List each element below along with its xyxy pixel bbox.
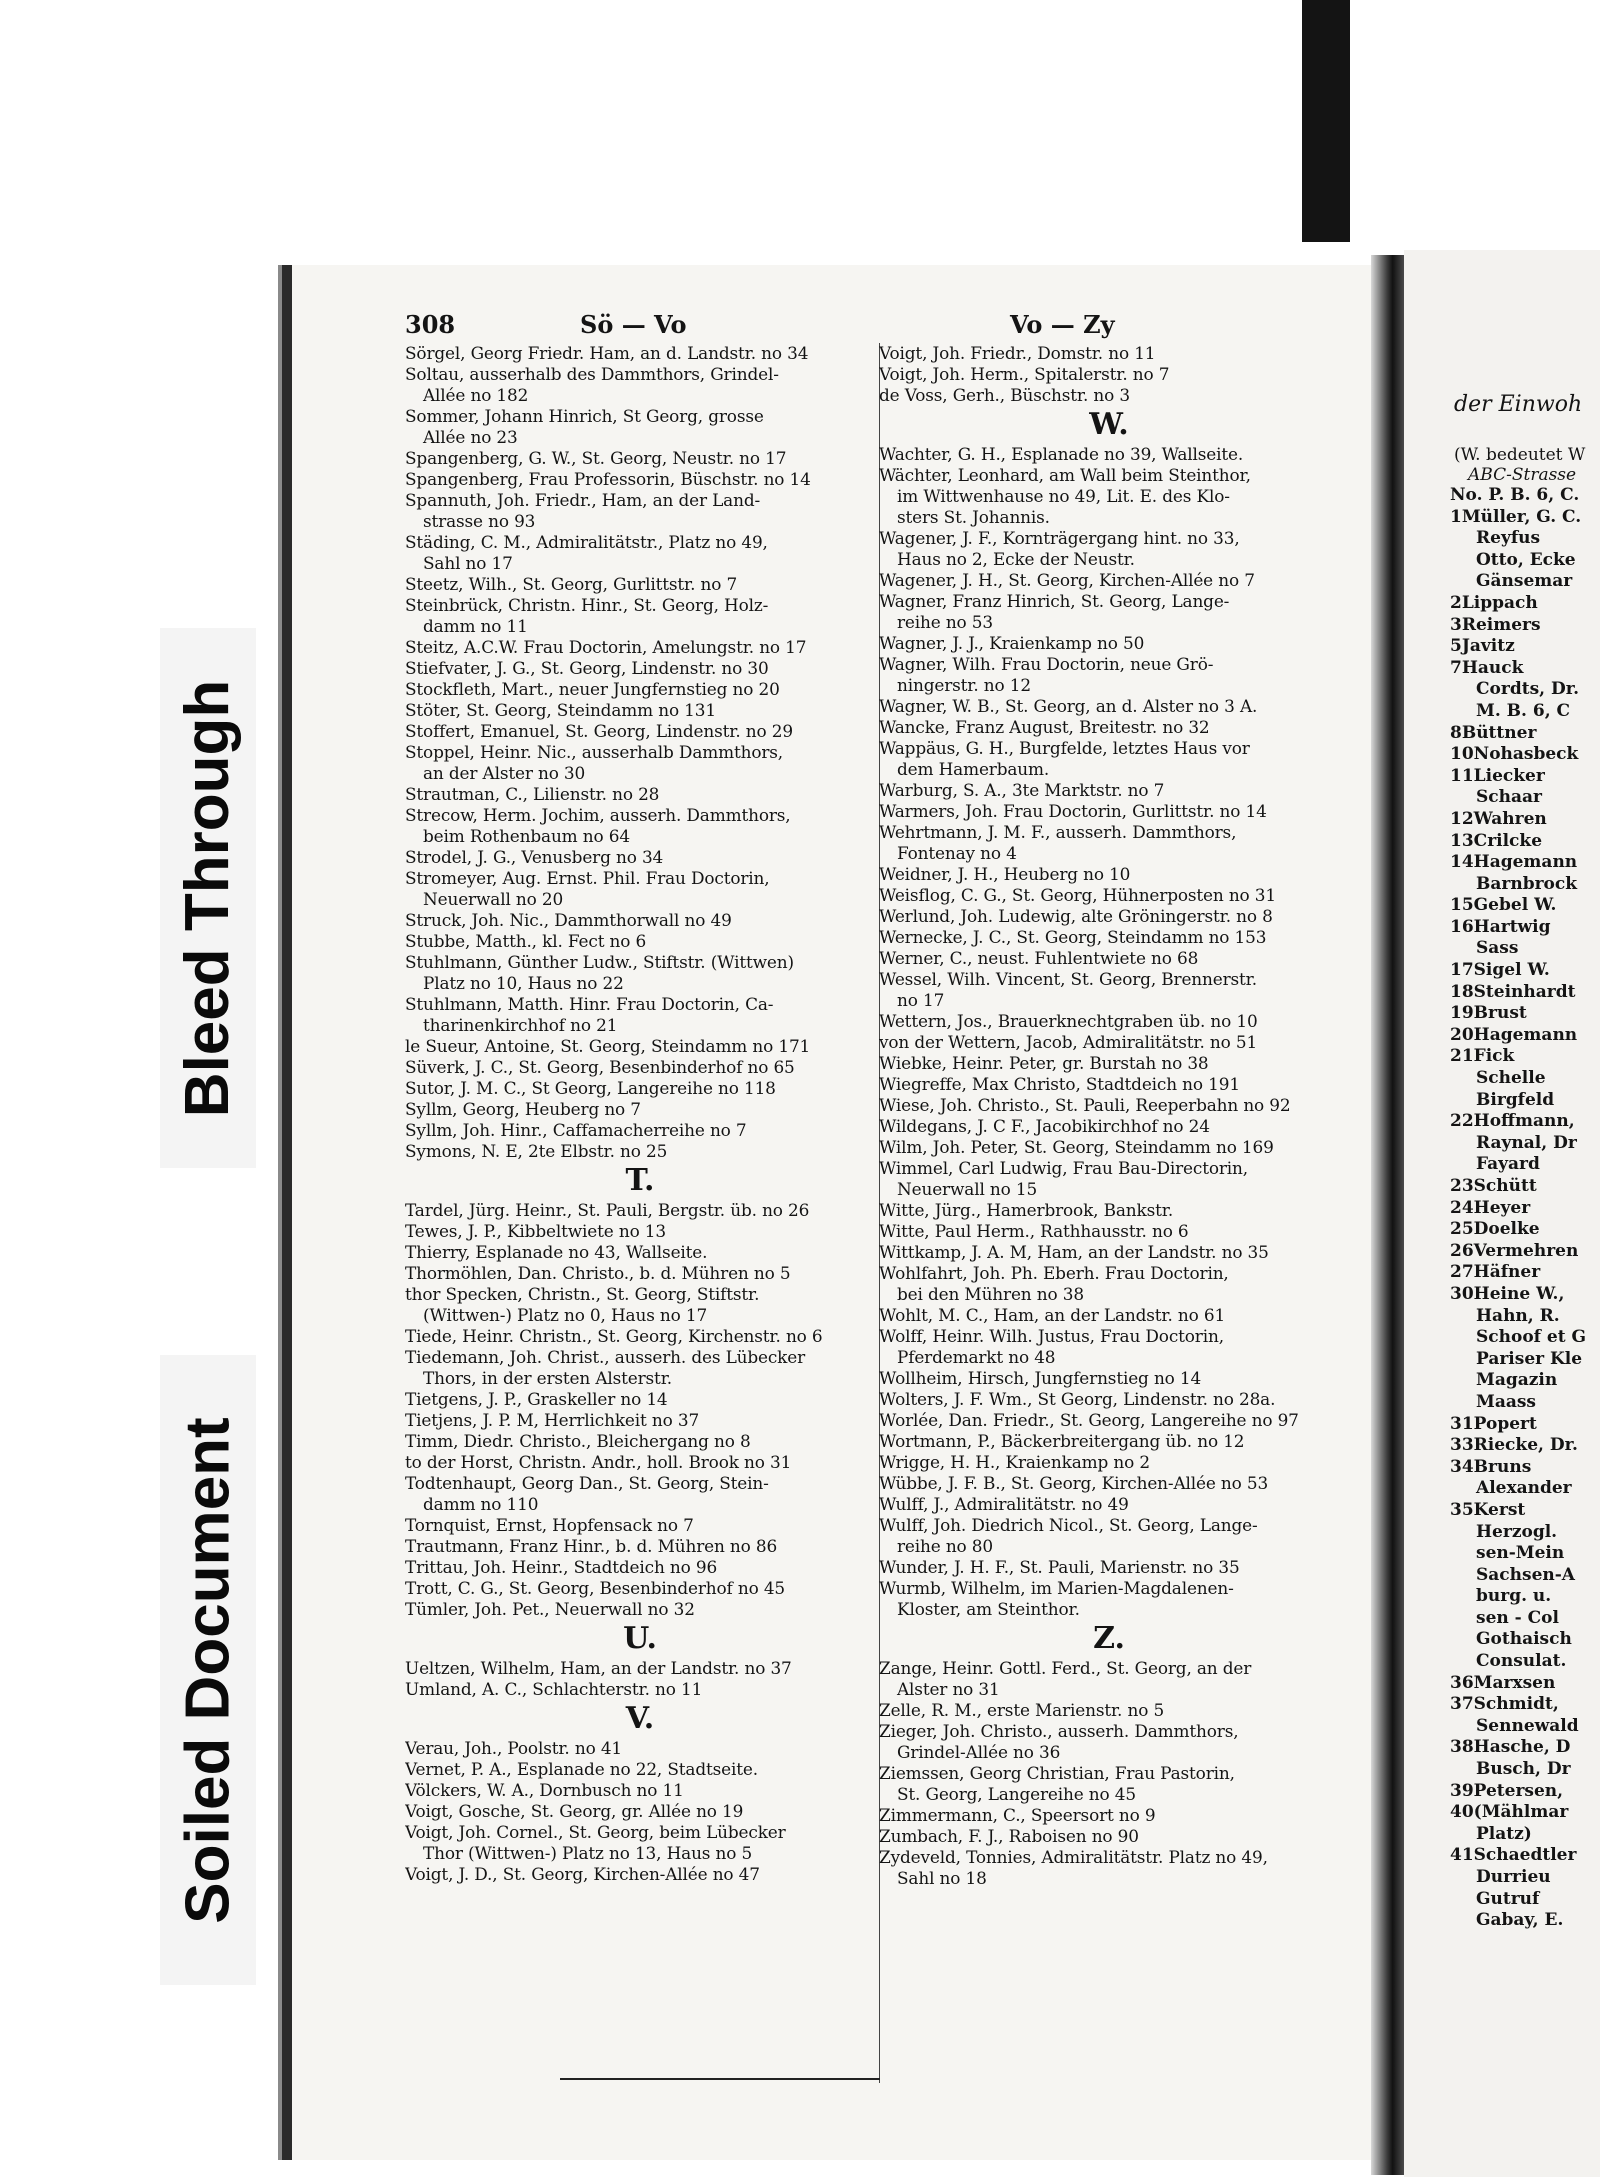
directory-entry: Spannuth, Joh. Friedr., Ham, an der Land- <box>405 490 761 510</box>
directory-entry: Voigt, Joh. Cornel., St. Georg, beim Lübecker <box>405 1822 786 1842</box>
directory-entry: Tewes, J. P., Kibbeltwiete no 13 <box>405 1221 667 1241</box>
directory-entry: Wunder, J. H. F., St. Pauli, Marienstr. no 35 <box>879 1557 1240 1577</box>
facing-page-line: 22Hoffmann, <box>1450 1111 1575 1132</box>
directory-entry: Werlund, Joh. Ludewig, alte Gröningerstr. no 8 <box>879 906 1273 926</box>
directory-entry: Völckers, W. A., Dornbusch no 11 <box>405 1780 684 1800</box>
directory-entry: Strodel, J. G., Venusberg no 34 <box>405 847 664 867</box>
facing-page-line: Cordts, Dr. <box>1476 679 1580 700</box>
bleed-through-label <box>160 628 256 1168</box>
directory-entry: Stromeyer, Aug. Ernst. Phil. Frau Doctorin, <box>405 868 770 888</box>
facing-page-line: 19Brust <box>1450 1003 1527 1024</box>
directory-entry: Weidner, J. H., Heuberg no 10 <box>879 864 1131 884</box>
facing-page-line: Maass <box>1476 1391 1536 1412</box>
directory-entry: Wachter, G. H., Esplanade no 39, Wallseite. <box>879 444 1244 464</box>
facing-page-line: 20Hagemann <box>1450 1024 1578 1045</box>
directory-entry: Soltau, ausserhalb des Dammthors, Grindel- <box>405 364 779 384</box>
entry-continuation: (Wittwen-) Platz no 0, Haus no 17 <box>423 1305 708 1325</box>
facing-page-line: No. P. B. 6, C. <box>1450 485 1580 505</box>
directory-entry: Wimmel, Carl Ludwig, Frau Bau-Directorin, <box>879 1158 1248 1178</box>
directory-entry: Wernecke, J. C., St. Georg, Steindamm no 153 <box>879 927 1267 947</box>
facing-page-line: 7Hauck <box>1450 657 1524 678</box>
facing-page-line: Gutruf <box>1476 1888 1540 1909</box>
facing-page-line: 39Petersen, <box>1450 1780 1564 1801</box>
entry-continuation: Grindel-Allée no 36 <box>897 1742 1061 1762</box>
entry-continuation: damm no 11 <box>423 616 528 636</box>
directory-entry: Wettern, Jos., Brauerknechtgraben üb. no 10 <box>879 1011 1258 1031</box>
directory-entry: Umland, A. C., Schlachterstr. no 11 <box>405 1679 703 1699</box>
entry-continuation: reihe no 80 <box>897 1536 993 1556</box>
directory-entry: Spangenberg, G. W., St. Georg, Neustr. no 17 <box>405 448 787 468</box>
directory-entry: Strecow, Herm. Jochim, ausserh. Dammthors, <box>405 805 791 825</box>
directory-entry: Wrigge, H. H., Kraienkamp no 2 <box>879 1452 1150 1472</box>
soiled-document-text: Soiled Document <box>173 1416 243 1924</box>
facing-page-line: Gänsemar <box>1476 571 1573 592</box>
facing-page-line: 3Reimers <box>1450 614 1541 635</box>
directory-entry: Wulff, J., Admiralitätstr. no 49 <box>879 1494 1129 1514</box>
entry-continuation: Allée no 182 <box>423 385 529 405</box>
directory-entry: Strautman, C., Lilienstr. no 28 <box>405 784 660 804</box>
entry-continuation: an der Alster no 30 <box>423 763 586 783</box>
directory-entry: Witte, Paul Herm., Rathhausstr. no 6 <box>879 1221 1189 1241</box>
entry-continuation: St. Georg, Langereihe no 45 <box>897 1784 1136 1804</box>
directory-entry: Stiefvater, J. G., St. Georg, Lindenstr. no 30 <box>405 658 769 678</box>
section-letter: T. <box>625 1163 655 1198</box>
left-column-header: Sö — Vo <box>580 310 687 339</box>
directory-entry: Tiedemann, Joh. Christ., ausserh. des Lübecker <box>405 1347 806 1367</box>
facing-page-line: 41Schaedtler <box>1450 1845 1577 1866</box>
facing-page-subheading: (W. bedeutet W <box>1454 445 1586 465</box>
facing-page-line: sen-Mein <box>1476 1543 1565 1564</box>
facing-page-heading: der Einwoh <box>1454 392 1583 417</box>
entry-continuation: sters St. Johannis. <box>897 507 1050 527</box>
directory-entry: Spangenberg, Frau Professorin, Büschstr. no 14 <box>405 469 811 489</box>
facing-page-line: 31Popert <box>1450 1413 1537 1434</box>
facing-page-line: Otto, Ecke <box>1476 549 1576 570</box>
entry-continuation: Neuerwall no 20 <box>423 889 564 909</box>
directory-entry: Tietgens, J. P., Graskeller no 14 <box>405 1389 668 1409</box>
directory-entry: Wortmann, P., Bäckerbreitergang üb. no 12 <box>879 1431 1245 1451</box>
directory-entry: Wittkamp, J. A. M, Ham, an der Landstr. no 35 <box>879 1242 1269 1262</box>
directory-entry: Tümler, Joh. Pet., Neuerwall no 32 <box>405 1599 695 1619</box>
facing-page-line: 27Häfner <box>1450 1262 1541 1283</box>
directory-entry: Städing, C. M., Admiralitätstr., Platz no 49, <box>405 532 768 552</box>
facing-page-line: Durrieu <box>1476 1867 1551 1887</box>
soiled-document-label <box>160 1355 256 1985</box>
entry-continuation: Platz no 10, Haus no 22 <box>423 973 624 993</box>
directory-entry: Zieger, Joh. Christo., ausserh. Dammthors, <box>879 1721 1239 1741</box>
directory-entry: Wehrtmann, J. M. F., ausserh. Dammthors, <box>879 822 1237 842</box>
entry-continuation: Sahl no 18 <box>897 1868 987 1888</box>
facing-page-line: 14Hagemann <box>1450 852 1578 873</box>
entry-continuation: Thor (Wittwen-) Platz no 13, Haus no 5 <box>423 1843 753 1863</box>
entry-continuation: reihe no 53 <box>897 612 993 632</box>
directory-entry: Verau, Joh., Poolstr. no 41 <box>405 1738 623 1758</box>
directory-entry: Wohlfahrt, Joh. Ph. Eberh. Frau Doctorin, <box>879 1263 1229 1283</box>
facing-page-line: Gothaisch <box>1476 1629 1572 1650</box>
facing-page-line: 18Steinhardt <box>1450 981 1576 1002</box>
directory-entry: Voigt, Joh. Herm., Spitalerstr. no 7 <box>879 364 1170 384</box>
directory-entry: Wurmb, Wilhelm, im Marien-Magdalenen- <box>879 1578 1234 1598</box>
directory-entry: Stoppel, Heinr. Nic., ausserhalb Dammthors, <box>405 742 784 762</box>
directory-entry: Zydeveld, Tonnies, Admiralitätstr. Platz no 49, <box>879 1847 1268 1867</box>
facing-page-line: 30Heine W., <box>1450 1283 1565 1304</box>
facing-page-line: Schaar <box>1476 787 1542 808</box>
section-letter: V. <box>625 1701 655 1736</box>
directory-entry: Worlée, Dan. Friedr., St. Georg, Langereihe no 97 <box>879 1410 1299 1430</box>
facing-page <box>1404 250 1600 2177</box>
directory-entry: Weisflog, C. G., St. Georg, Hühnerposten no 31 <box>879 885 1276 905</box>
directory-entry: Wulff, Joh. Diedrich Nicol., St. Georg, Lange- <box>879 1515 1258 1535</box>
directory-entry: Wolff, Heinr. Wilh. Justus, Frau Doctorin, <box>879 1326 1224 1346</box>
directory-entry: Wächter, Leonhard, am Wall beim Steinthor, <box>879 465 1251 485</box>
facing-page-line: 15Gebel W. <box>1450 895 1557 916</box>
facing-page-line: 8Büttner <box>1450 722 1537 743</box>
directory-entry: Wohlt, M. C., Ham, an der Landstr. no 61 <box>879 1305 1226 1325</box>
entry-continuation: no 17 <box>897 990 945 1010</box>
directory-entry: Wübbe, J. F. B., St. Georg, Kirchen-Allée no 53 <box>879 1473 1269 1493</box>
facing-page-line: Sass <box>1476 938 1519 959</box>
entry-continuation: im Wittwenhause no 49, Lit. E. des Klo- <box>897 486 1230 506</box>
entry-continuation: Alster no 31 <box>897 1679 1000 1699</box>
entry-continuation: tharinenkirchhof no 21 <box>423 1015 618 1035</box>
facing-page-line: Schoof et G <box>1476 1327 1587 1348</box>
directory-entry: Ueltzen, Wilhelm, Ham, an der Landstr. no 37 <box>405 1658 792 1678</box>
entry-continuation: Haus no 2, Ecke der Neustr. <box>897 549 1135 569</box>
facing-page-line: 33Riecke, Dr. <box>1450 1435 1578 1456</box>
directory-entry: Sommer, Johann Hinrich, St Georg, grosse <box>405 406 764 426</box>
directory-entry: Stoffert, Emanuel, St. Georg, Lindenstr. no 29 <box>405 721 793 741</box>
facing-page-line: Schelle <box>1476 1068 1546 1089</box>
facing-page-line: 24Heyer <box>1450 1197 1531 1218</box>
facing-page-line: Sachsen-A <box>1476 1564 1575 1585</box>
directory-entry: Witte, Jürg., Hamerbrook, Bankstr. <box>879 1200 1174 1220</box>
entry-continuation: damm no 110 <box>423 1494 539 1514</box>
entry-continuation: strasse no 93 <box>423 511 536 531</box>
book-gutter <box>1371 255 1407 2175</box>
directory-entry: von der Wettern, Jacob, Admiralitätstr. no 51 <box>879 1032 1258 1052</box>
facing-page-line: 12Wahren <box>1450 808 1547 829</box>
section-letter: Z. <box>1093 1621 1125 1656</box>
facing-page-line: Busch, Dr <box>1476 1759 1571 1780</box>
facing-page-line: 36Marxsen <box>1450 1672 1556 1693</box>
directory-entry: Stockfleth, Mart., neuer Jungfernstieg no 20 <box>405 679 780 699</box>
directory-entry: Stuhlmann, Günther Ludw., Stiftstr. (Wittwen) <box>405 952 794 972</box>
facing-page-line: Pariser Kle <box>1476 1348 1583 1369</box>
directory-entry: Timm, Diedr. Christo., Bleichergang no 8 <box>405 1431 751 1451</box>
directory-entry: Tietjens, J. P. M, Herrlichkeit no 37 <box>405 1410 700 1430</box>
directory-entry: thor Specken, Christn., St. Georg, Stiftstr. <box>405 1284 760 1304</box>
facing-page-line: Sennewald <box>1476 1715 1579 1736</box>
directory-entry: Struck, Joh. Nic., Dammthorwall no 49 <box>405 910 732 930</box>
directory-entry: Sutor, J. M. C., St Georg, Langereihe no 118 <box>405 1078 776 1098</box>
left-column <box>405 343 880 2083</box>
right-column-header: Vo — Zy <box>1010 310 1115 339</box>
section-letter: U. <box>623 1621 657 1656</box>
directory-entry: Voigt, Gosche, St. Georg, gr. Allée no 19 <box>405 1801 744 1821</box>
directory-entry: to der Horst, Christn. Andr., holl. Brook no 31 <box>405 1452 792 1472</box>
directory-entry: Vernet, P. A., Esplanade no 22, Stadtseite. <box>405 1759 758 1779</box>
facing-page-line: 5Javitz <box>1450 636 1515 657</box>
facing-page-line: 23Schütt <box>1450 1176 1537 1196</box>
facing-page-line: 37Schmidt, <box>1450 1694 1559 1715</box>
directory-entry: de Voss, Gerh., Büschstr. no 3 <box>879 385 1130 405</box>
facing-page-line: Birgfeld <box>1476 1089 1555 1110</box>
facing-page-line: burg. u. <box>1476 1586 1552 1607</box>
facing-page-line: Hahn, R. <box>1476 1305 1560 1326</box>
facing-page-line: M. B. 6, C <box>1476 700 1571 721</box>
directory-entry: Tornquist, Ernst, Hopfensack no 7 <box>405 1515 694 1535</box>
directory-entry: Werner, C., neust. Fuhlentwiete no 68 <box>879 948 1199 968</box>
facing-page-line: Fayard <box>1476 1154 1540 1175</box>
facing-page-line: 21Fick <box>1450 1046 1515 1067</box>
directory-entry: Syllm, Georg, Heuberg no 7 <box>405 1099 641 1119</box>
entry-continuation: Neuerwall no 15 <box>897 1179 1038 1199</box>
directory-entry: Warburg, S. A., 3te Marktstr. no 7 <box>879 780 1165 800</box>
directory-entry: Voigt, Joh. Friedr., Domstr. no 11 <box>879 343 1156 363</box>
directory-entry: Sörgel, Georg Friedr. Ham, an d. Landstr. no 34 <box>405 343 809 363</box>
facing-page-subheading-2: ABC-Strasse <box>1468 465 1577 485</box>
facing-page-line: 17Sigel W. <box>1450 960 1550 981</box>
directory-entry: Wiegreffe, Max Christo, Stadtdeich no 191 <box>879 1074 1240 1094</box>
directory-entry: Wollheim, Hirsch, Jungfernstieg no 14 <box>879 1368 1202 1388</box>
facing-page-line: 35Kerst <box>1450 1499 1526 1520</box>
facing-page-line: 40(Mählmar <box>1450 1802 1569 1823</box>
directory-entry: Wilm, Joh. Peter, St. Georg, Steindamm no 169 <box>879 1137 1274 1157</box>
entry-continuation: Thors, in der ersten Alsterstr. <box>423 1368 672 1388</box>
facing-page-line: Alexander <box>1476 1478 1572 1499</box>
directory-entry: Wagener, J. H., St. Georg, Kirchen-Allée no 7 <box>879 570 1255 590</box>
directory-entry: Syllm, Joh. Hinr., Caffamacherreihe no 7 <box>405 1120 747 1140</box>
directory-entry: Trittau, Joh. Heinr., Stadtdeich no 96 <box>405 1557 718 1577</box>
directory-entry: Wagner, W. B., St. Georg, an d. Alster no 3 A. <box>879 696 1258 716</box>
entry-continuation: Kloster, am Steinthor. <box>897 1599 1080 1619</box>
directory-entry: Süverk, J. C., St. Georg, Besenbinderhof no 65 <box>405 1057 795 1077</box>
facing-page-line: sen - Col <box>1476 1607 1559 1628</box>
directory-entry: Thierry, Esplanade no 43, Wallseite. <box>405 1242 708 1262</box>
directory-entry: Stuhlmann, Matth. Hinr. Frau Doctorin, Ca- <box>405 994 774 1014</box>
directory-entry: Zumbach, F. J., Raboisen no 90 <box>879 1826 1139 1846</box>
entry-continuation: Fontenay no 4 <box>897 843 1017 863</box>
facing-page-line: Consulat. <box>1476 1651 1567 1672</box>
facing-page-line: Reyfus <box>1476 528 1541 549</box>
right-column <box>879 343 1339 1889</box>
directory-entry: Wolters, J. F. Wm., St Georg, Lindenstr. no 28a. <box>879 1389 1276 1409</box>
directory-entry: Trott, C. G., St. Georg, Besenbinderhof no 45 <box>405 1578 786 1598</box>
entry-continuation: Pferdemarkt no 48 <box>897 1347 1056 1367</box>
facing-page-line: 34Bruns <box>1450 1456 1532 1477</box>
directory-entry: Wiese, Joh. Christo., St. Pauli, Reeperbahn no 92 <box>879 1095 1291 1115</box>
entry-continuation: ningerstr. no 12 <box>897 675 1031 695</box>
facing-page-line: 1Müller, G. C. <box>1450 506 1582 527</box>
directory-entry: Thormöhlen, Dan. Christo., b. d. Mühren no 5 <box>405 1263 791 1283</box>
directory-entry: Wappäus, G. H., Burgfelde, letztes Haus vor <box>879 738 1250 758</box>
directory-entry: Wildegans, J. C F., Jacobikirchhof no 24 <box>879 1116 1210 1136</box>
entry-continuation: Sahl no 17 <box>423 553 513 573</box>
directory-entry: Wessel, Wilh. Vincent, St. Georg, Brennerstr. <box>879 969 1257 989</box>
facing-page-line: 26Vermehren <box>1450 1240 1579 1261</box>
facing-page-line: Magazin <box>1476 1370 1558 1391</box>
directory-entry: Ziemssen, Georg Christian, Frau Pastorin, <box>879 1763 1235 1783</box>
directory-entry: Wagner, Franz Hinrich, St. Georg, Lange- <box>879 591 1230 611</box>
facing-page-line: Platz) <box>1476 1823 1532 1844</box>
facing-page-lines <box>1404 485 1600 1932</box>
section-letter: W. <box>1089 407 1129 442</box>
directory-entry: Steinbrück, Christn. Hinr., St. Georg, Holz- <box>405 595 769 615</box>
directory-entry: Stöter, St. Georg, Steindamm no 131 <box>405 700 716 720</box>
directory-entry: le Sueur, Antoine, St. Georg, Steindamm no 171 <box>405 1036 811 1056</box>
directory-entry: Zelle, R. M., erste Marienstr. no 5 <box>879 1700 1165 1720</box>
facing-page-line: 16Hartwig <box>1450 916 1551 937</box>
facing-page-line: 11Liecker <box>1450 765 1545 786</box>
bleed-through-text: Bleed Through <box>173 679 243 1117</box>
facing-page-line: 10Nohasbeck <box>1450 744 1579 765</box>
directory-entry: Wagner, J. J., Kraienkamp no 50 <box>879 633 1145 653</box>
facing-page-line: 25Doelke <box>1450 1219 1540 1240</box>
directory-entry: Steitz, A.C.W. Frau Doctorin, Amelungstr. no 17 <box>405 637 807 657</box>
dark-book-edge <box>1302 0 1350 242</box>
page-number: 308 <box>405 310 456 339</box>
directory-entry: Warmers, Joh. Frau Doctorin, Gurlittstr. no 14 <box>879 801 1267 821</box>
directory-entry: Symons, N. E, 2te Elbstr. no 25 <box>405 1141 668 1161</box>
bottom-rule <box>560 2078 880 2080</box>
directory-entry: Tardel, Jürg. Heinr., St. Pauli, Bergstr. üb. no 26 <box>405 1200 810 1220</box>
directory-entry: Wiebke, Heinr. Peter, gr. Burstah no 38 <box>879 1053 1209 1073</box>
facing-page-line: 2Lippach <box>1450 592 1538 613</box>
entry-continuation: Allée no 23 <box>423 427 518 447</box>
directory-entry: Tiede, Heinr. Christn., St. Georg, Kirchenstr. no 6 <box>405 1326 823 1346</box>
directory-entry: Zange, Heinr. Gottl. Ferd., St. Georg, an der <box>879 1658 1252 1678</box>
directory-entry: Zimmermann, C., Speersort no 9 <box>879 1805 1156 1825</box>
facing-page-line: 13Crilcke <box>1450 830 1543 851</box>
facing-page-line: Barnbrock <box>1476 873 1578 894</box>
entry-continuation: beim Rothenbaum no 64 <box>423 826 630 846</box>
directory-entry: Todtenhaupt, Georg Dan., St. Georg, Stein- <box>405 1473 769 1493</box>
directory-entry: Steetz, Wilh., St. Georg, Gurlittstr. no 7 <box>405 574 738 594</box>
entry-continuation: bei den Mühren no 38 <box>897 1284 1084 1304</box>
directory-entry: Wagner, Wilh. Frau Doctorin, neue Grö- <box>879 654 1214 674</box>
facing-page-line: Raynal, Dr <box>1476 1132 1577 1153</box>
directory-entry: Stubbe, Matth., kl. Fect no 6 <box>405 931 647 951</box>
directory-entry: Trautmann, Franz Hinr., b. d. Mühren no 86 <box>405 1536 778 1556</box>
facing-page-line: Gabay, E. <box>1476 1910 1564 1931</box>
facing-page-line: Herzogl. <box>1476 1521 1558 1542</box>
directory-entry: Voigt, J. D., St. Georg, Kirchen-Allée no 47 <box>405 1864 760 1884</box>
directory-entry: Wancke, Franz August, Breitestr. no 32 <box>879 717 1210 737</box>
facing-page-line: 38Hasche, D <box>1450 1737 1571 1758</box>
entry-continuation: dem Hamerbaum. <box>897 759 1050 779</box>
directory-entry: Wagener, J. F., Kornträgergang hint. no 33, <box>879 528 1240 548</box>
